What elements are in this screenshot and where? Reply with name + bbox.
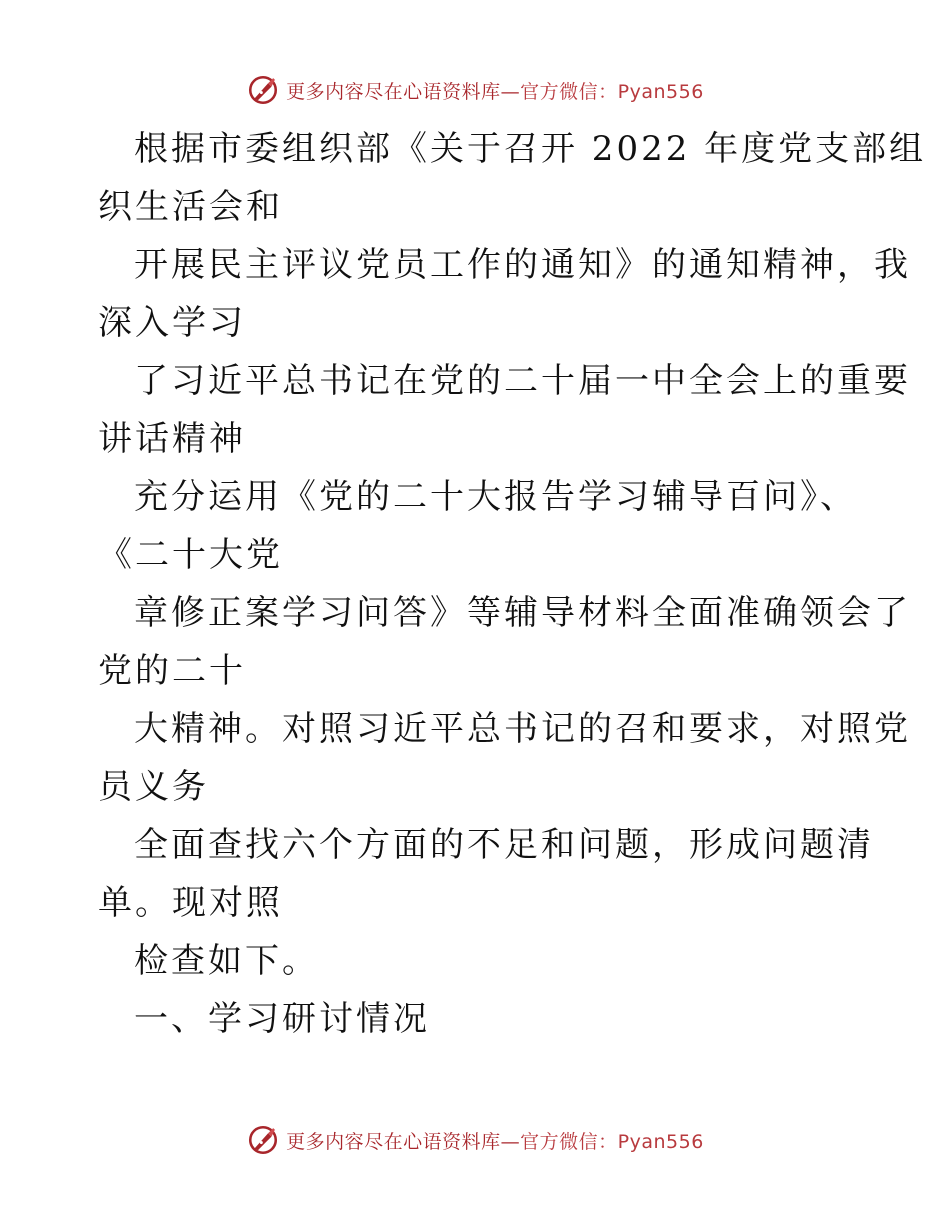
watermark-separator: — (500, 80, 521, 103)
watermark-separator: — (500, 1130, 521, 1153)
watermark-main: 更多内容尽在心语资料库 (286, 1130, 501, 1153)
watermark-text (286, 1127, 704, 1154)
header-watermark (0, 72, 950, 108)
section-heading: 一、学习研讨情况 (134, 999, 430, 1039)
paragraph-line: 党的二十 (98, 651, 246, 691)
paragraph-line: 大精神。对照习近平总书记的召和要求，对照党 (134, 709, 911, 749)
footer-watermark (0, 1122, 950, 1158)
paragraph-line: 讲话精神 (98, 419, 246, 459)
paragraph-line: 全面查找六个方面的不足和问题，形成问题清 (134, 825, 874, 865)
pen-nib-logo-icon (246, 73, 280, 107)
paragraph-line: 充分运用《党的二十大报告学习辅导百问》、 (134, 477, 857, 517)
pen-nib-logo-icon (246, 1123, 280, 1157)
watermark-main: 更多内容尽在心语资料库 (286, 80, 501, 103)
watermark-contact: 官方微信：Pyan556 (520, 80, 704, 103)
paragraph-line: 织生活会和 (98, 187, 283, 227)
paragraph-line: 深入学习 (98, 303, 246, 343)
paragraph-line: 员义务 (98, 767, 209, 807)
paragraph-line: 了习近平总书记在党的二十届一中全会上的重要 (134, 361, 911, 401)
watermark-text (286, 77, 704, 104)
paragraph-line: 单。现对照 (98, 883, 283, 923)
paragraph-line: 检查如下。 (134, 941, 319, 981)
paragraph-line: 章修正案学习问答》等辅导材料全面准确领会了 (134, 593, 911, 633)
paragraph-line: 《二十大党 (98, 535, 283, 575)
document-body (98, 120, 927, 1048)
watermark-contact: 官方微信：Pyan556 (520, 1130, 704, 1153)
paragraph-line: 根据市委组织部《关于召开 2022 年度党支部组 (134, 129, 927, 169)
paragraph-line: 开展民主评议党员工作的通知》的通知精神，我 (134, 245, 911, 285)
